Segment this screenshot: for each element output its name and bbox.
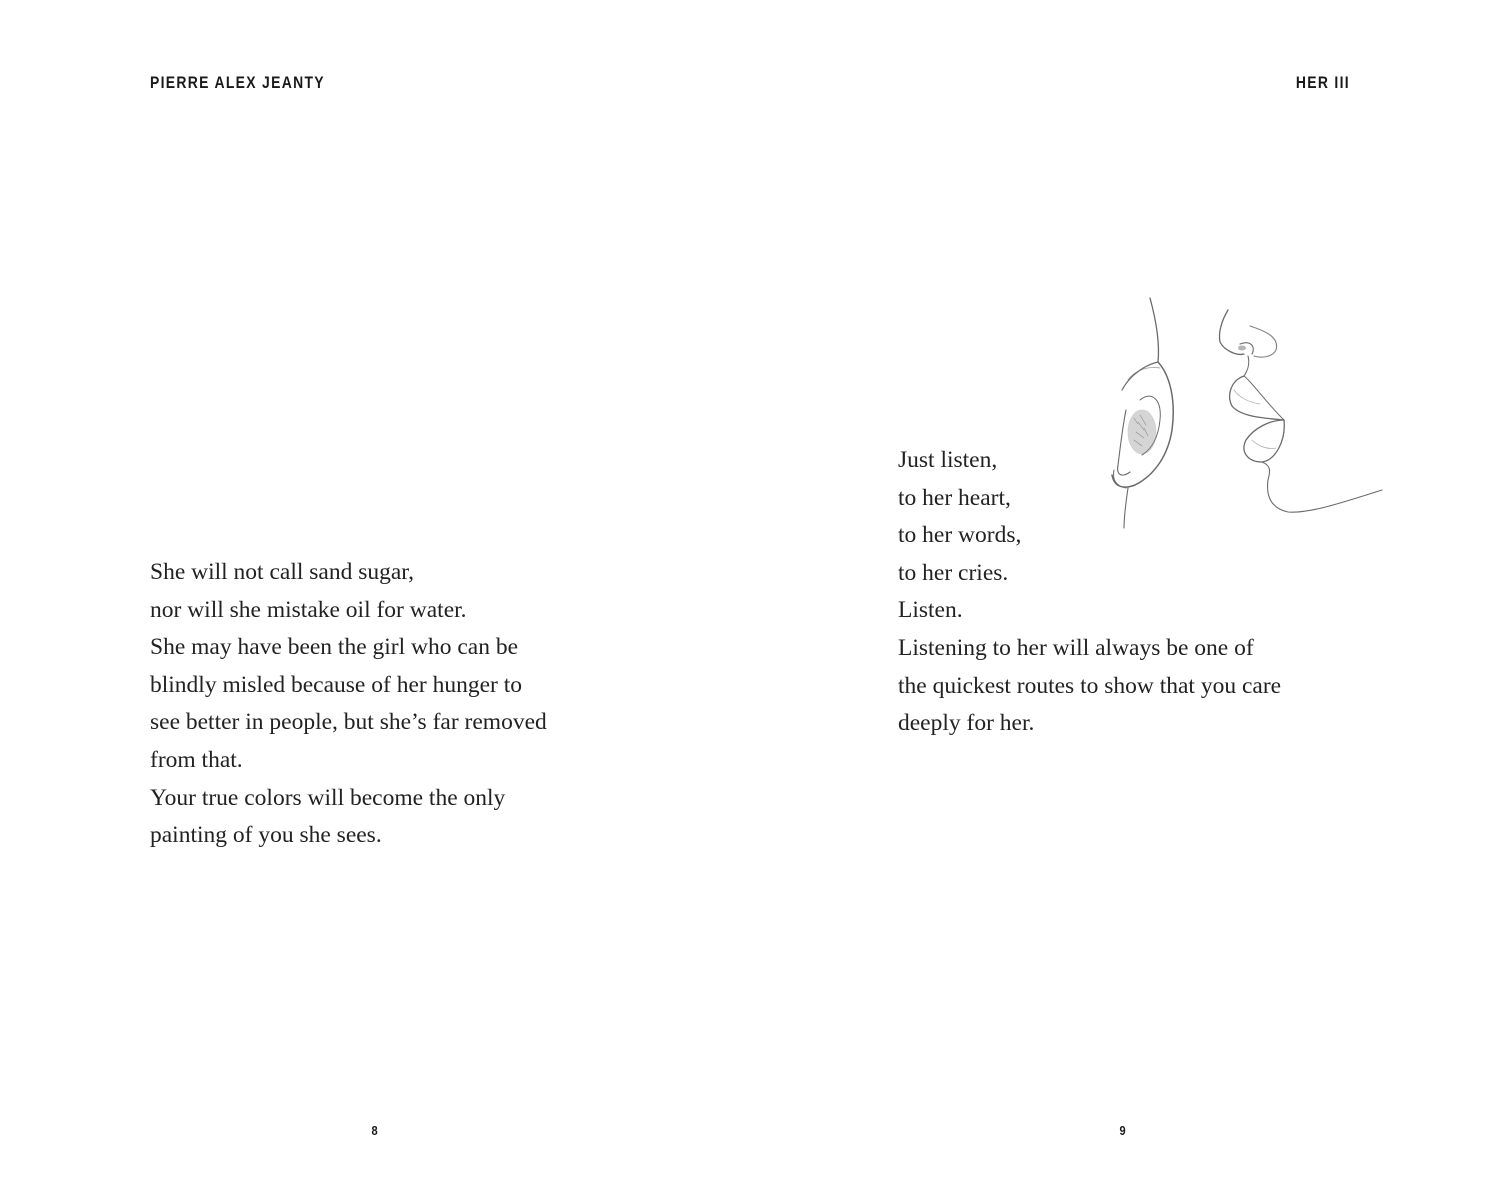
poem-line: to her cries. xyxy=(898,559,1009,586)
poem-line: She may have been the girl who can be xyxy=(150,634,519,661)
running-head-title: HER III xyxy=(1295,73,1350,92)
running-head-author: PIERRE ALEX JEANTY xyxy=(150,73,325,92)
page-number-left: 8 xyxy=(371,1123,378,1138)
poem-line: Just listen, xyxy=(898,447,998,473)
poem-line: painting of you she sees. xyxy=(150,822,382,849)
poem-left xyxy=(150,554,547,855)
poem-line: Listen. xyxy=(898,597,963,624)
poem-line: to her heart, xyxy=(898,484,1011,511)
poem-line: Your true colors will become the only xyxy=(150,784,506,811)
poem-line: deeply for her. xyxy=(898,710,1035,737)
poem-line: She will not call sand sugar, xyxy=(150,559,415,585)
poem-line: the quickest routes to show that you care xyxy=(898,672,1282,699)
page-number-right: 9 xyxy=(1119,1123,1126,1138)
poem-line: blindly misled because of her hunger to xyxy=(150,671,522,698)
poem-line: nor will she mistake oil for water. xyxy=(150,596,467,623)
poem-line: to her words, xyxy=(898,522,1022,549)
ear-and-lips-sketch-icon xyxy=(1100,290,1400,540)
poem-line: from that. xyxy=(150,746,243,773)
poem-line: see better in people, but she’s far removed xyxy=(150,709,547,736)
poem-line: Listening to her will always be one of xyxy=(898,634,1254,661)
